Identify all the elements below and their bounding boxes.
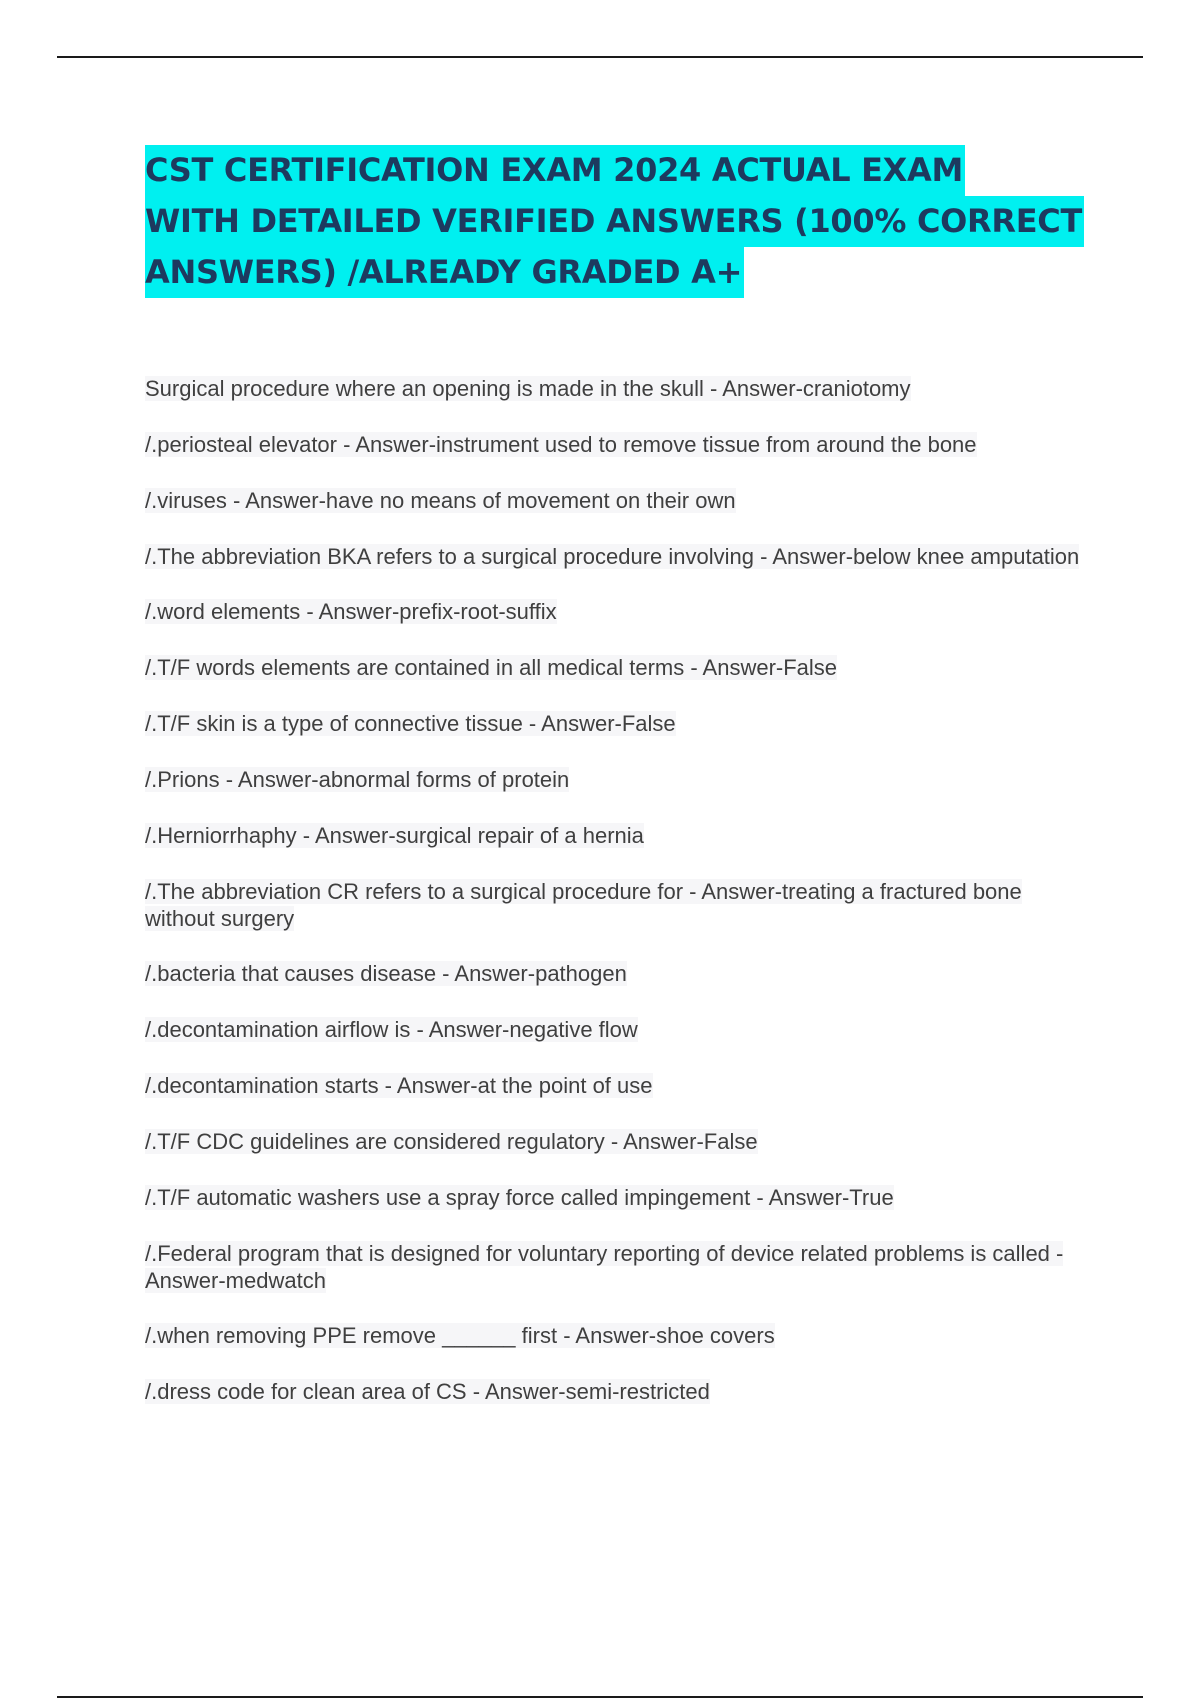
qa-item: /.viruses - Answer-have no means of movement on their own (145, 488, 736, 513)
title-line-1: CST CERTIFICATION EXAM 2024 ACTUAL EXAM (145, 145, 965, 196)
qa-item: /.when removing PPE remove ______ first - Answer-shoe covers (145, 1323, 775, 1348)
qa-item: /.Herniorrhaphy - Answer-surgical repair of a hernia (145, 823, 644, 848)
qa-item: /.bacteria that causes disease - Answer-pathogen (145, 961, 627, 986)
qa-item: /.Prions - Answer-abnormal forms of protein (145, 767, 570, 792)
bottom-rule (57, 1696, 1143, 1698)
qa-item: /.T/F skin is a type of connective tissue - Answer-False (145, 711, 676, 736)
qa-item: /.The abbreviation CR refers to a surgical procedure for - Answer-treating a fractured bone without surgery (145, 879, 1022, 931)
title-line-2: WITH DETAILED VERIFIED ANSWERS (100% CORRECT (145, 196, 1084, 247)
document-title (145, 145, 1095, 298)
top-rule (57, 56, 1143, 58)
qa-item: /.T/F CDC guidelines are considered regulatory - Answer-False (145, 1129, 758, 1154)
qa-item: /.Federal program that is designed for voluntary reporting of device related problems is called - Answer-medwatch (145, 1241, 1064, 1293)
qa-item: /.periosteal elevator - Answer-instrument used to remove tissue from around the bone (145, 432, 977, 457)
qa-item: /.T/F words elements are contained in all medical terms - Answer-False (145, 655, 838, 680)
title-line-3: ANSWERS) /ALREADY GRADED A+ (145, 247, 744, 298)
qa-item: Surgical procedure where an opening is made in the skull - Answer-craniotomy (145, 376, 911, 401)
question-answer-list (145, 375, 1080, 1434)
qa-item: /.T/F automatic washers use a spray force called impingement - Answer-True (145, 1185, 894, 1210)
qa-item: /.word elements - Answer-prefix-root-suffix (145, 599, 557, 624)
qa-item: /.dress code for clean area of CS - Answer-semi-restricted (145, 1379, 710, 1404)
qa-item: /.decontamination airflow is - Answer-negative flow (145, 1017, 638, 1042)
qa-item: /.decontamination starts - Answer-at the point of use (145, 1073, 653, 1098)
qa-item: /.The abbreviation BKA refers to a surgical procedure involving - Answer-below knee amputation (145, 544, 1080, 569)
